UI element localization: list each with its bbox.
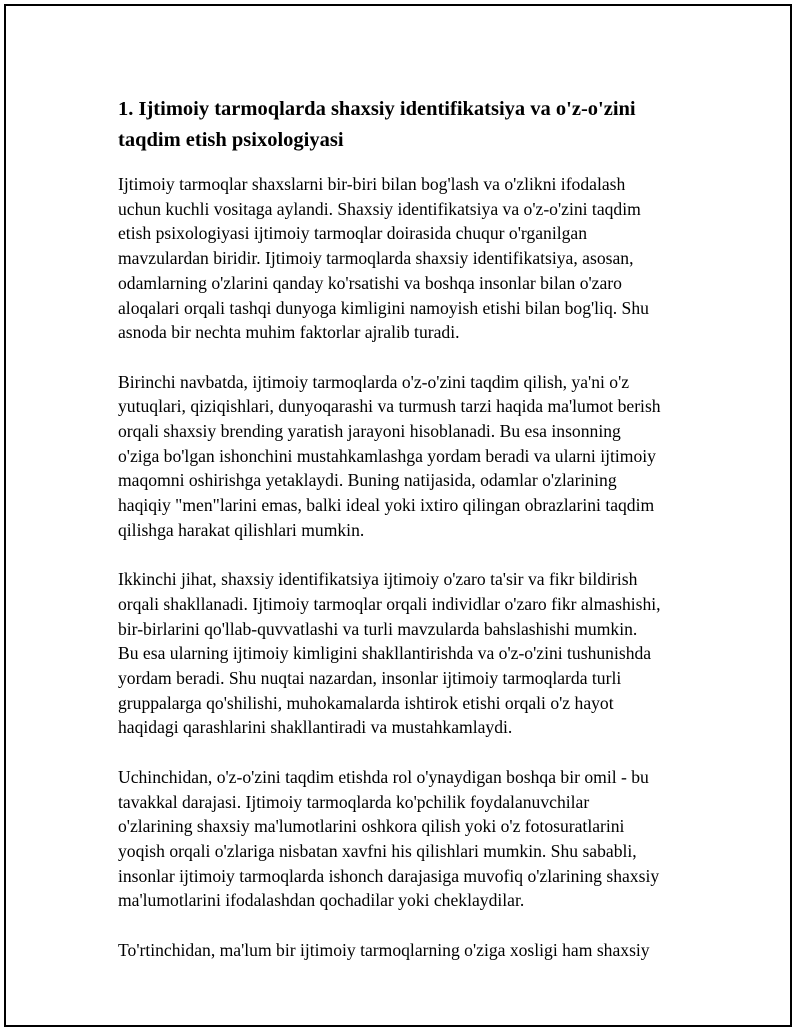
- heading-line: 1. Ijtimoiy tarmoqlarda shaxsiy identifikatsiya va o'z-o'zini: [118, 98, 636, 120]
- paragraph-3: [118, 567, 708, 740]
- text-line: Ikkinchi jihat, shaxsiy identifikatsiya ijtimoiy o'zaro ta'sir va fikr bildirish: [118, 569, 638, 590]
- text-line: aloqalari orqali tashqi dunyoga kimligini namoyish etishi bilan bog'liq. Shu: [118, 297, 649, 318]
- paragraph-1: [118, 172, 708, 345]
- text-line: o'ziga bo'lgan ishonchini mustahkamlashga yordam beradi va ularni ijtimoiy: [118, 445, 656, 466]
- text-line: haqiqiy "men"larini emas, balki ideal yoki ixtiro qilingan obrazlarini taqdim: [118, 495, 655, 516]
- text-line: maqomni oshirishga yetaklaydi. Buning natijasida, odamlar o'zlarining: [118, 470, 617, 491]
- text-line: orqali shakllanadi. Ijtimoiy tarmoqlar orqali individlar o'zaro fikr almashishi,: [118, 593, 661, 614]
- text-line: tavakkal darajasi. Ijtimoiy tarmoqlarda ko'pchilik foydalanuvchilar: [118, 791, 590, 812]
- text-line: insonlar ijtimoiy tarmoqlarda ishonch darajasiga muvofiq o'zlarining shaxsiy: [118, 865, 660, 886]
- document-body: [118, 94, 708, 987]
- text-line: Birinchi navbatda, ijtimoiy tarmoqlarda o'z-o'zini taqdim qilish, ya'ni o'z: [118, 371, 630, 392]
- paragraph-4: [118, 765, 708, 913]
- paragraph-5: [118, 938, 708, 963]
- text-line: haqidagi qarashlarini shakllantiradi va mustahkamlaydi.: [118, 717, 513, 738]
- section-heading: [118, 94, 708, 156]
- text-line: gruppalarga qo'shilishi, muhokamalarda ishtirok etishi orqali o'z hayot: [118, 692, 614, 713]
- paragraph-2: [118, 370, 708, 543]
- text-line: Bu esa ularning ijtimoiy kimligini shakllantirishda va o'z-o'zini tushunishda: [118, 643, 652, 664]
- text-line: orqali shaxsiy brending yaratish jarayoni hisoblanadi. Bu esa insonning: [118, 421, 621, 442]
- text-line: bir-birlarini qo'llab-quvvatlashi va turli mavzularda bahslashishi mumkin.: [118, 618, 638, 639]
- text-line: etish psixologiyasi ijtimoiy tarmoqlar doirasida chuqur o'rganilgan: [118, 223, 588, 244]
- text-line: yoqish orqali o'zlariga nisbatan xavfni his qilishlari mumkin. Shu sababli,: [118, 840, 637, 861]
- text-line: mavzulardan biridir. Ijtimoiy tarmoqlarda shaxsiy identifikatsiya, asosan,: [118, 248, 634, 269]
- text-line: odamlarning o'zlarini qanday ko'rsatishi va boshqa insonlar bilan o'zaro: [118, 272, 622, 293]
- text-line: yutuqlari, qiziqishlari, dunyoqarashi va turmush tarzi haqida ma'lumot berish: [118, 396, 661, 417]
- text-line: yordam beradi. Shu nuqtai nazardan, insonlar ijtimoiy tarmoqlarda turli: [118, 668, 622, 689]
- text-line: qilishga harakat qilishlari mumkin.: [118, 519, 365, 540]
- text-line: Uchinchidan, o'z-o'zini taqdim etishda rol o'ynaydigan boshqa bir omil - bu: [118, 766, 649, 787]
- text-line: To'rtinchidan, ma'lum bir ijtimoiy tarmoqlarning o'ziga xosligi ham shaxsiy: [118, 939, 650, 960]
- text-line: Ijtimoiy tarmoqlar shaxslarni bir-biri bilan bog'lash va o'zlikni ifodalash: [118, 174, 626, 194]
- text-line: ma'lumotlarini ifodalashdan qochadilar yoki cheklaydilar.: [118, 890, 525, 911]
- text-line: uchun kuchli vositaga aylandi. Shaxsiy identifikatsiya va o'z-o'zini taqdim: [118, 198, 641, 219]
- text-line: asnoda bir nechta muhim faktorlar ajralib turadi.: [118, 322, 460, 343]
- text-line: o'zlarining shaxsiy ma'lumotlarini oshkora qilish yoki o'z fotosuratlarini: [118, 816, 625, 837]
- heading-line: taqdim etish psixologiyasi: [118, 129, 344, 151]
